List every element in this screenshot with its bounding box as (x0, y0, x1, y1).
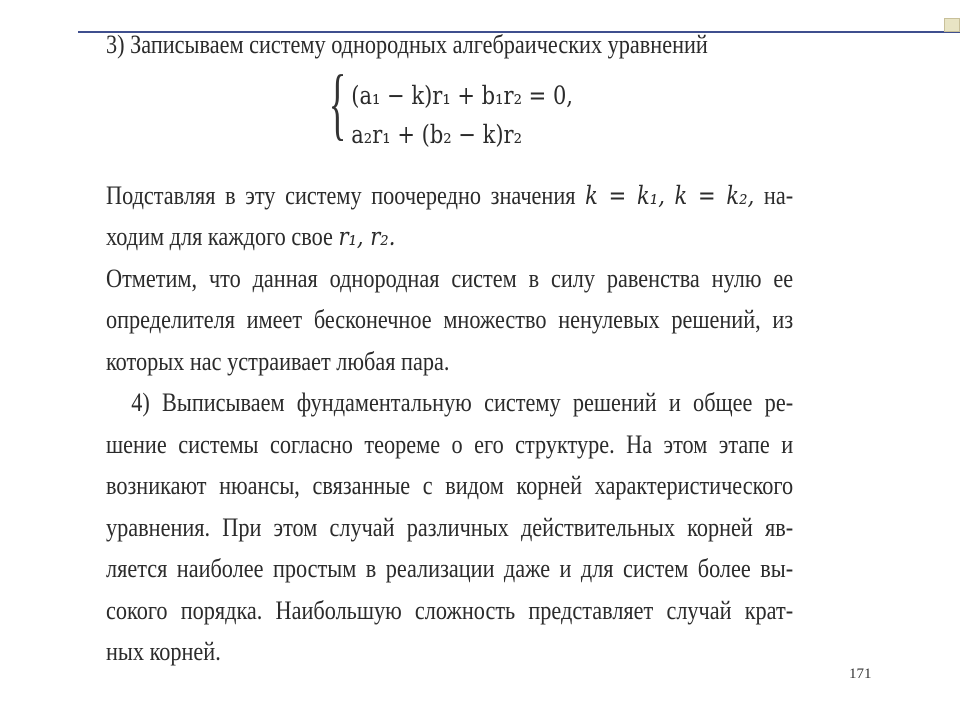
paragraph2-line: определителя имеет бесконечное множество ненулевых решений, из (106, 304, 794, 334)
paragraph1-hyphen-end: на- (763, 179, 794, 210)
system-brace: { (328, 59, 347, 148)
paragraph1-line1 (106, 175, 793, 217)
paragraph2-line: которых нас устраивает любая пара. (106, 345, 450, 376)
paragraph3-line: ляется наиболее простым в реализации даже и для систем более вы- (106, 553, 794, 583)
paragraph2-line: Отметим, что данная однородная систем в силу равенства нулю ее (106, 262, 794, 293)
paragraph3-line: шение системы согласно теореме о его структуре. На этом этапе и (106, 428, 794, 459)
paragraph1-text2: ходим для каждого свое (106, 221, 333, 251)
page-number: 171 (849, 666, 872, 682)
math-r1-r2: r₁, r₂. (338, 222, 396, 251)
paragraph1-text: Подставляя в эту систему поочередно значения (106, 179, 576, 210)
equation-2: a₂r₁ + (b₂ − k)r₂ (351, 119, 523, 149)
equation-1: (a₁ − k)r₁ + b₁r₂ = 0, (351, 80, 573, 110)
paragraph3-line: сокого порядка. Наибольшую сложность представляет случай крат- (106, 594, 794, 625)
paragraph3-line: 4) Выписываем фундаментальную систему решений и общее ре- (131, 387, 794, 417)
corner-marker (944, 18, 960, 32)
math-k2: k = k₂, (674, 180, 755, 210)
equation-system (328, 59, 960, 164)
document-body (106, 24, 793, 673)
math-k1: k = k₁, (585, 180, 665, 210)
paragraph1-line2 (106, 216, 793, 258)
paragraph3-line: ных корней. (106, 636, 221, 666)
paragraph3-line: уравнения. При этом случай различных действительных корней яв- (106, 511, 794, 542)
heading-line: 3) Записываем систему однородных алгебраических уравнений (106, 29, 708, 59)
paragraph3-line: возникают нюансы, связанные с видом корней характеристического (106, 470, 794, 500)
